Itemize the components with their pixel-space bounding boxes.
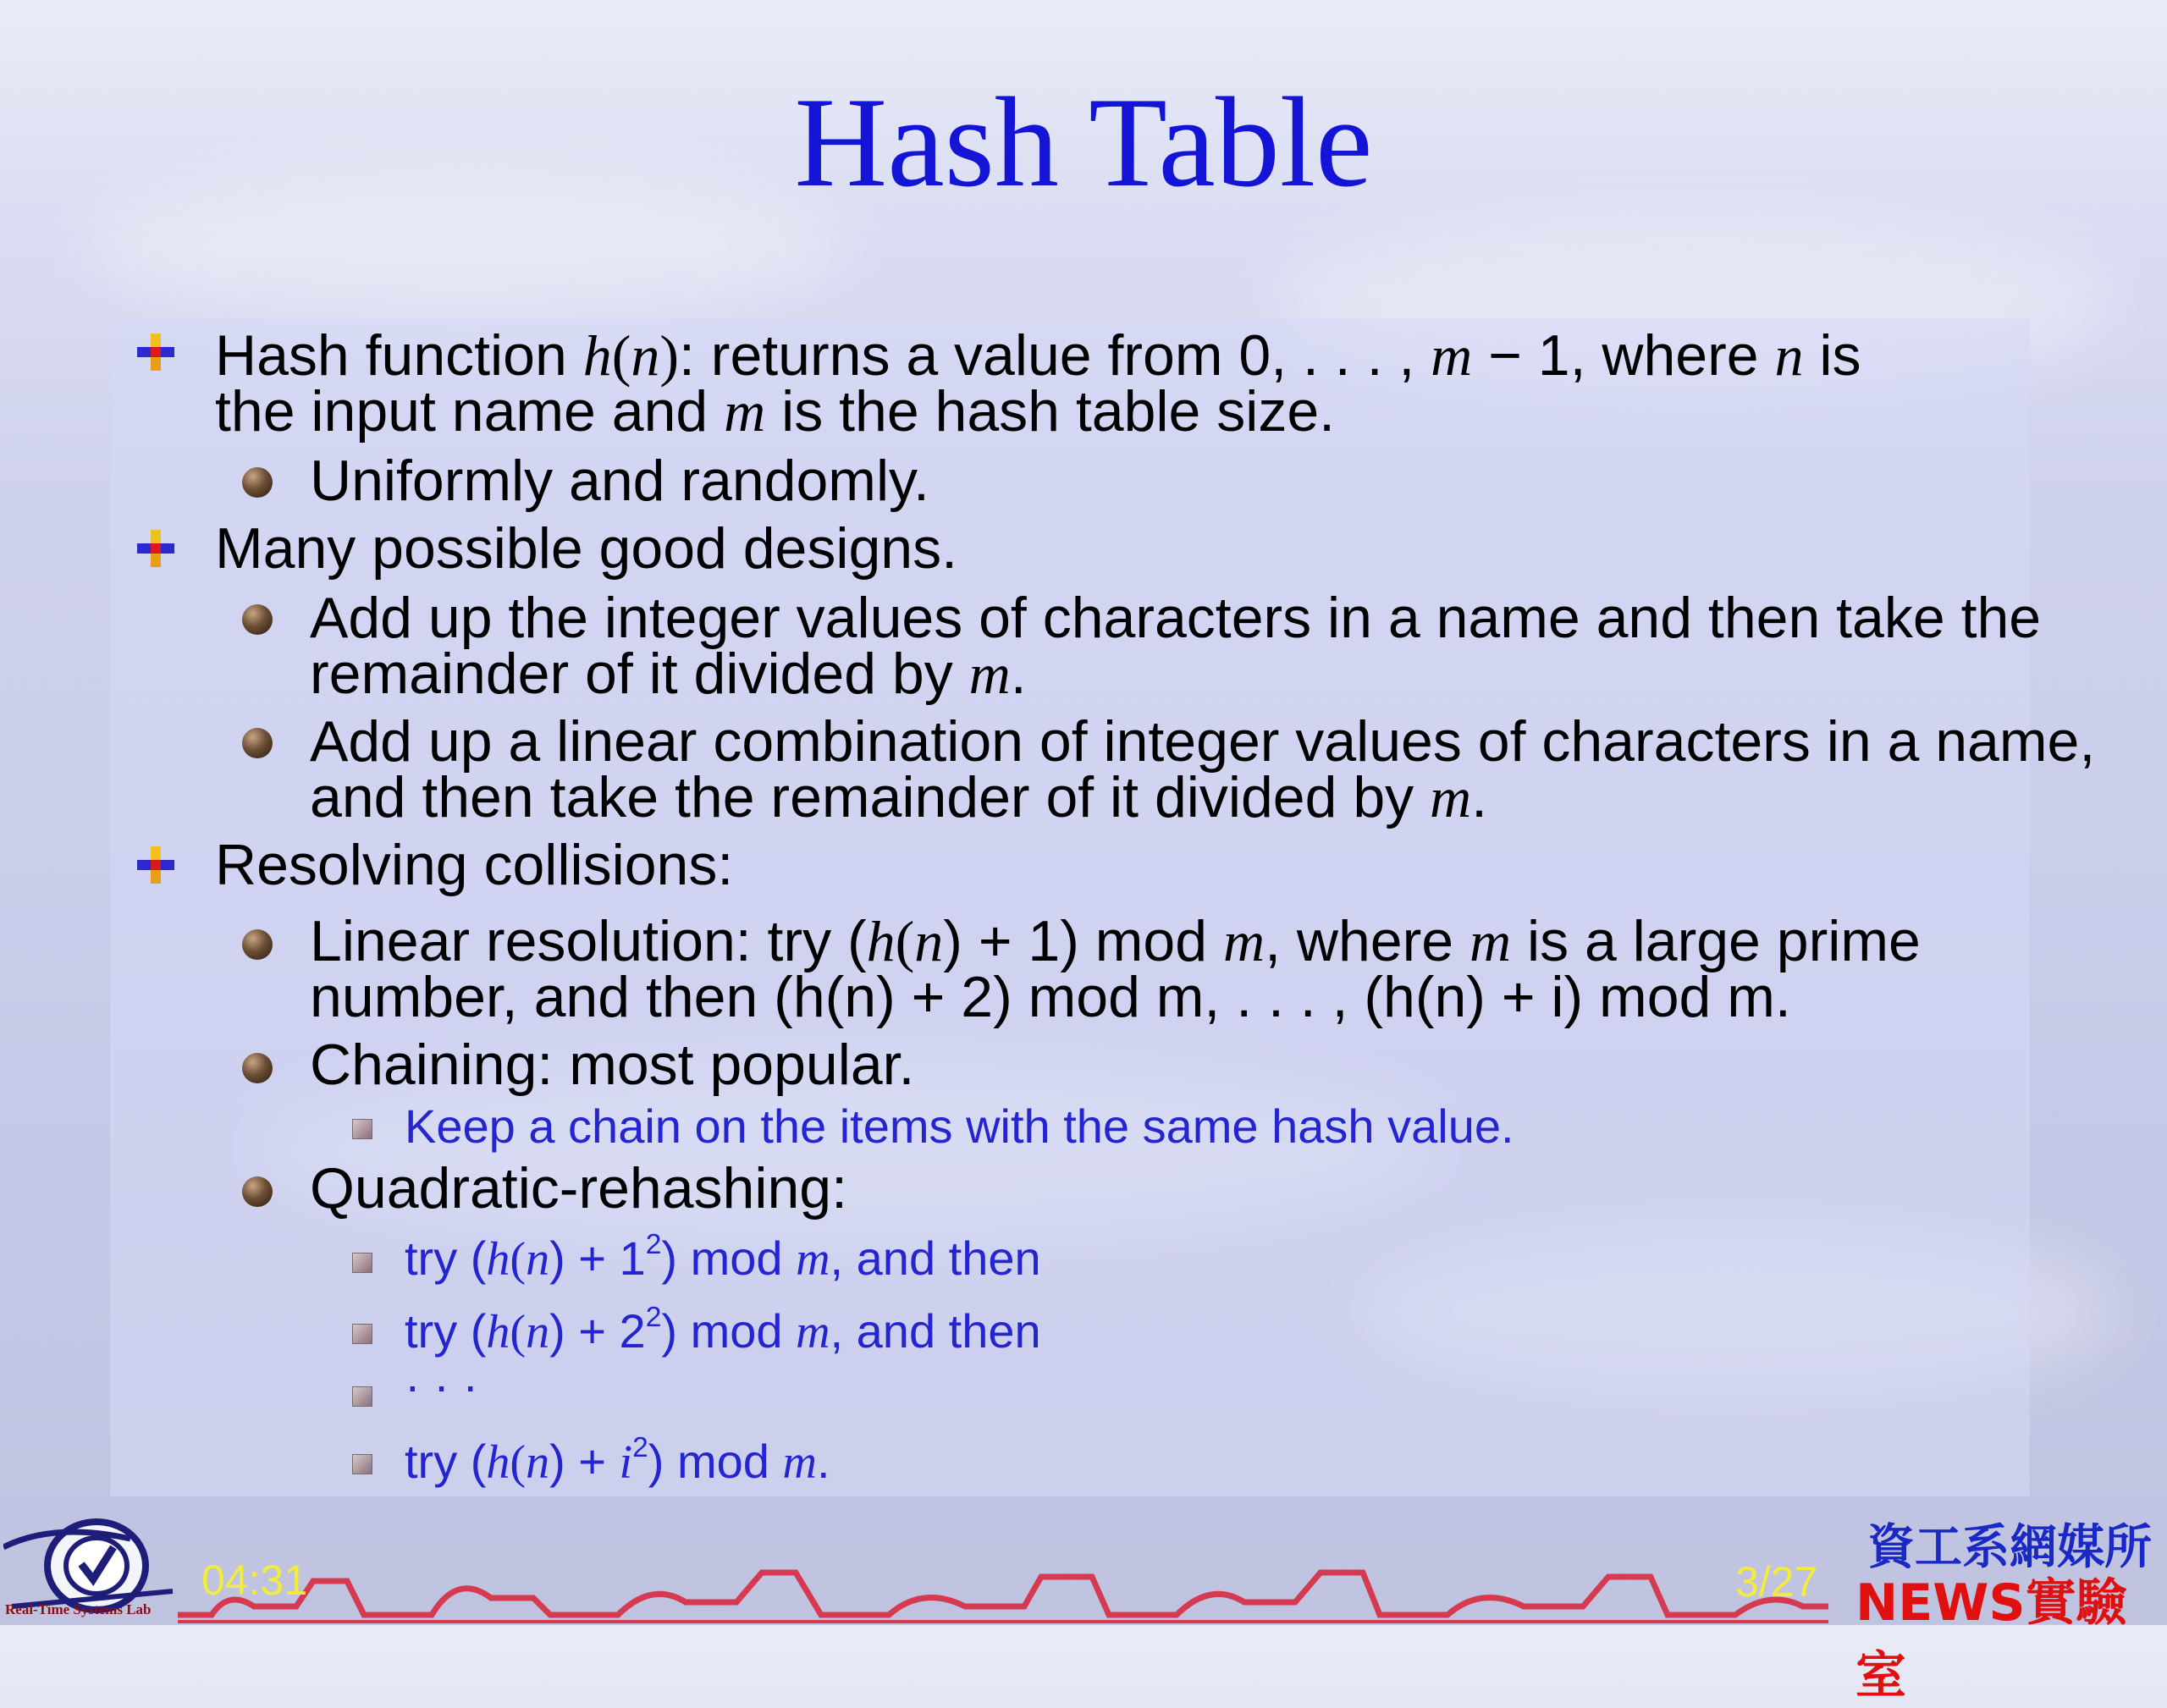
sub-sub-bullet-keep-chain: Keep a chain on the items with the same hash value. — [405, 1099, 1514, 1153]
bullet-dot — [242, 728, 273, 758]
sub-bullet-linear-resolution-line2: number, and then (h(n) + 2) mod m, . . . , (h(n) + i) mod m. — [310, 965, 1791, 1029]
bullet-icon — [135, 332, 176, 372]
skyline-decoration — [178, 1556, 1828, 1625]
sub-bullet-linear-combination-line2: and then take the remainder of it divided by m. — [310, 765, 1488, 829]
sub-bullet-linear-combination-line1: Add up a linear combination of integer values of characters in a name, — [310, 709, 2096, 774]
quadratic-step-2: try $(h(n) + 2^2)$ mod m, and then — [405, 1301, 1041, 1358]
square-bullet-icon — [352, 1386, 372, 1407]
quadratic-step-1: try $(h(n) + 1^2)$ mod m, and then — [405, 1228, 1041, 1286]
sub-bullet-add-integer-line1: Add up the integer values of characters in a name and then take the — [310, 586, 2042, 650]
square-bullet-icon — [352, 1253, 372, 1273]
bullet-hash-function-line1: Hash function h(n): returns a value from 0, . . . , m − 1, where n is — [215, 323, 1861, 388]
bullet-good-designs: Many possible good designs. — [215, 516, 957, 581]
footer-time: 04:31 — [201, 1556, 308, 1604]
sub-bullet-uniformly: Uniformly and randomly. — [310, 449, 929, 513]
quadratic-ellipsis: · · · — [405, 1358, 479, 1412]
bullet-dot — [242, 1176, 273, 1207]
quadratic-step-i: try $(h(n) + i^2)$ mod m. — [405, 1431, 830, 1489]
footer-department: 資工系網媒所 — [1867, 1520, 2152, 1575]
square-bullet-icon — [352, 1324, 372, 1344]
bullet-dot — [242, 1053, 273, 1083]
sub-bullet-linear-resolution-line1: Linear resolution: try (h(n) + 1) mod m, where m is a large prime — [310, 909, 1921, 973]
slide-title: Hash Table — [794, 71, 1373, 213]
square-bullet-icon — [352, 1454, 372, 1474]
footer-page-number: 3/27 — [1735, 1558, 1818, 1606]
square-bullet-icon — [352, 1119, 372, 1139]
footer-lab-name: NEWS實驗室 — [1855, 1573, 2127, 1705]
logo-text: Real-Time Systems Lab — [5, 1601, 152, 1617]
bullet-icon — [135, 845, 176, 885]
sub-bullet-quadratic-rehashing: Quadratic-rehashing: — [310, 1156, 848, 1220]
bullet-dot — [242, 467, 273, 498]
bullet-resolving-collisions: Resolving collisions: — [215, 833, 734, 897]
bullet-dot — [242, 929, 273, 960]
bullet-hash-function-line2: the input name and m is the hash table size. — [215, 379, 1336, 444]
sub-bullet-add-integer-line2: remainder of it divided by m. — [310, 642, 1027, 706]
bullet-dot — [242, 604, 273, 635]
bullet-icon — [135, 528, 176, 569]
sub-bullet-chaining: Chaining: most popular. — [310, 1033, 915, 1097]
